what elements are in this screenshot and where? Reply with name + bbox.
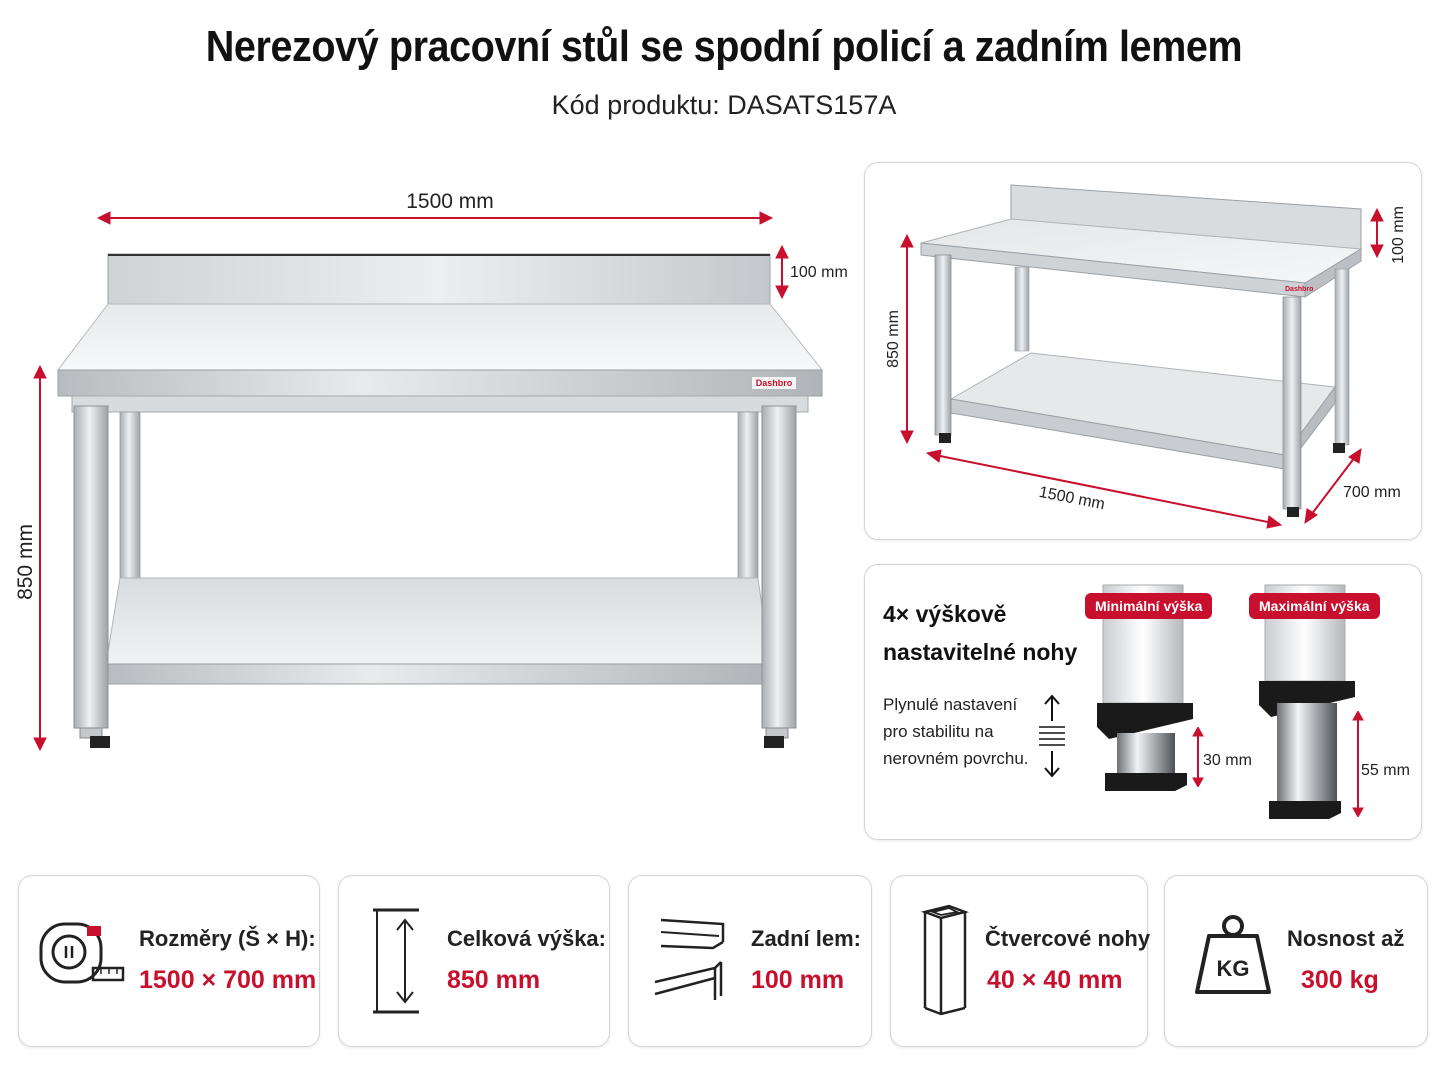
spec-card-legs [890, 875, 1151, 1047]
iso-brand-logo: Dashbro [1285, 286, 1314, 293]
feet-desc-line2: pro stabilitu na [883, 722, 994, 741]
min-height-badge: Minimální výška [1085, 593, 1212, 619]
weight-icon [1193, 912, 1273, 998]
iso-height-label: 850 mm [885, 310, 902, 368]
spec-value: 850 mm [447, 966, 541, 994]
iso-backsplash-label: 100 mm [1390, 206, 1407, 264]
iso-view-panel [864, 162, 1422, 540]
adjustable-feet-panel [864, 564, 1422, 840]
spec-value: 100 mm [751, 966, 845, 994]
spec-value: 300 kg [1301, 966, 1379, 994]
spec-label: Rozměry (Š × H): [139, 926, 316, 951]
spec-card-load [1164, 875, 1428, 1047]
table-iso-view [865, 163, 1421, 539]
spec-card-height [338, 875, 610, 1047]
tape-measure-icon [37, 916, 127, 996]
spec-label: Čtvercové nohy [985, 926, 1151, 951]
min-height-value: 30 mm [1203, 752, 1252, 769]
height-arrow-icon [369, 906, 423, 1016]
table-front-view [10, 180, 860, 780]
product-code: Kód produktu: DASATS157A [551, 90, 897, 120]
adjust-arrows-icon [1035, 691, 1069, 781]
feet-title-line2: nastavitelné nohy [883, 639, 1078, 665]
weight-icon-text: KG [1216, 956, 1250, 981]
spec-value: 1500 × 700 mm [139, 966, 317, 994]
iso-depth-label: 700 mm [1343, 484, 1401, 501]
backsplash-icon [651, 912, 751, 1004]
spec-label: Celková výška: [447, 926, 606, 951]
max-height-badge: Maximální výška [1249, 593, 1380, 619]
iso-width-label: 1500 mm [1037, 483, 1107, 514]
page-title: Nerezový pracovní stůl se spodní policí a zadním lemem [205, 22, 1243, 71]
max-height-value: 55 mm [1361, 762, 1410, 779]
height-label: 850 mm [14, 524, 37, 600]
feet-title-line1: 4× výškově [883, 601, 1007, 627]
spec-label: Zadní lem: [751, 926, 862, 951]
width-label: 1500 mm [406, 190, 494, 213]
spec-card-dimensions [18, 875, 320, 1047]
spec-label: Nosnost až [1287, 926, 1405, 951]
brand-logo: Dashbro [755, 378, 793, 388]
backsplash-label: 100 mm [790, 264, 848, 281]
feet-desc-line3: nerovném povrchu. [883, 749, 1029, 768]
spec-card-backsplash [628, 875, 872, 1047]
square-leg-icon [919, 902, 969, 1018]
spec-value: 40 × 40 mm [987, 966, 1123, 994]
feet-desc-line1: Plynulé nastavení [883, 695, 1018, 714]
